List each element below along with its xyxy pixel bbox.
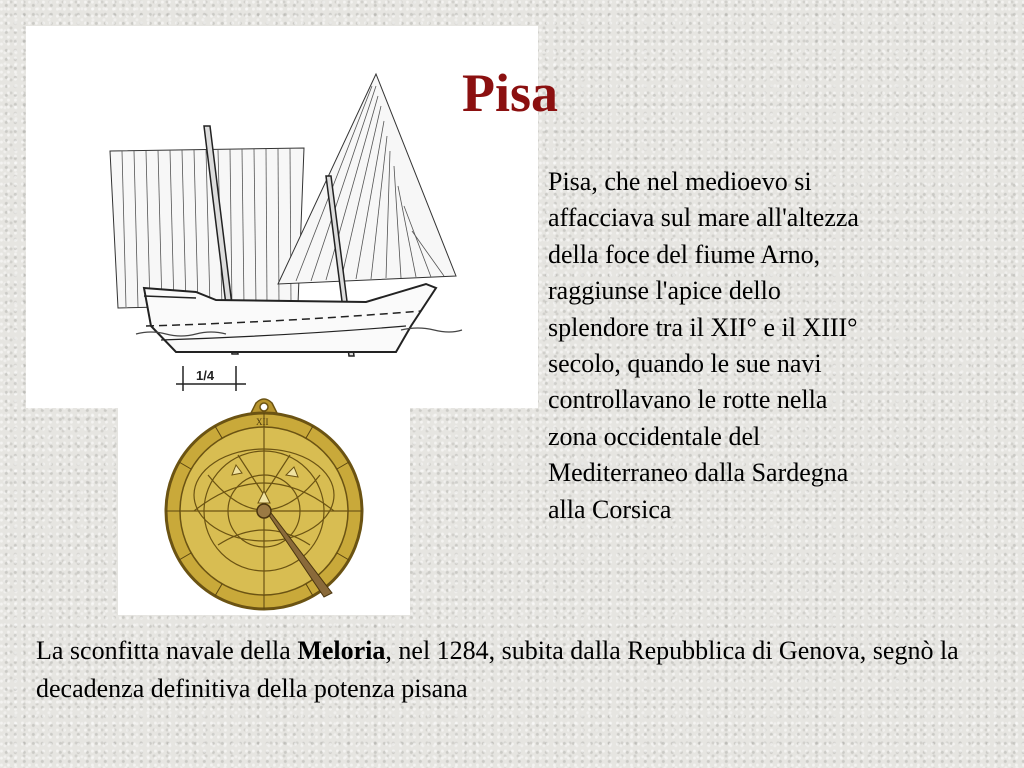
slide-description: Pisa, che nel medioevo si affacciava sul mare all'altezza della foce del fiume Arno, raggiunse l'apice dello splendore tra il XII° e il XIII° secolo, quando le sue navi controllavano le rotte nella zona occidentale del Mediterraneo dalla Sardegna alla Corsica	[548, 167, 859, 524]
astrolabe-numeral: XII	[256, 417, 269, 427]
scale-label: 1/4	[196, 368, 215, 383]
meloria-highlight: Meloria	[297, 636, 386, 665]
bottom-text-start: La sconfitta navale della	[36, 636, 298, 665]
bottom-text-end: , nel 1284, subita dalla Repubblica di Genova, segnò la decadenza definitiva della potenza pisana	[36, 636, 959, 703]
lateen-sail	[278, 74, 456, 284]
astrolabe-illustration	[118, 395, 410, 615]
square-sail	[110, 148, 304, 308]
bottom-paragraph	[36, 632, 996, 708]
slide-title: Pisa	[461, 63, 558, 123]
